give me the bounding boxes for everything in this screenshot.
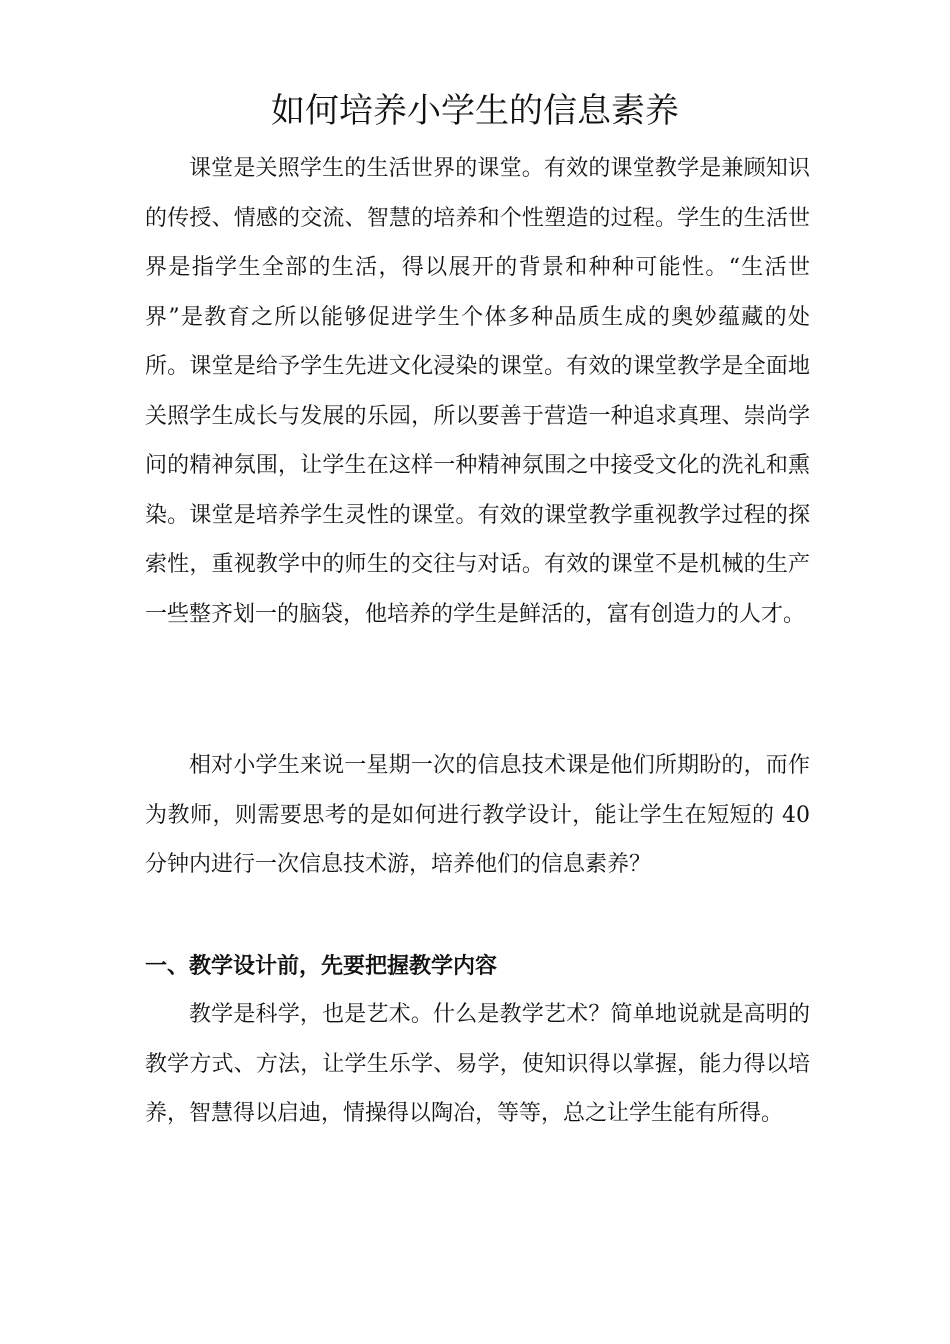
body-paragraph: 相对小学生来说一星期一次的信息技术课是他们所期盼的，而作为教师，则需要思考的是如何进行教学设计，能让学生在短短的 40 分钟内进行一次信息技术游，培养他们的信息素养？ (145, 753, 810, 877)
body-paragraph: 教学是科学，也是艺术。什么是教学艺术？简单地说就是高明的教学方式、方法，让学生乐学、易学，使知识得以掌握，能力得以培养，智慧得以启迪，情操得以陶冶，等等，总之让学生能有所得。 (145, 1002, 810, 1126)
document-title: 如何培养小学生的信息素养 (271, 91, 679, 131)
section-heading: 一、教学设计前，先要把握教学内容 (145, 954, 498, 979)
body-paragraph: 课堂是关照学生的生活世界的课堂。有效的课堂教学是兼顾知识的传授、情感的交流、智慧的培养和个性塑造的过程。学生的生活世界是指学生全部的生活，得以展开的背景和种种可能性。“生活世界”是教育之所以能够促进学生个体多种品质生成的奥妙蕴藏的处所。课堂是给予学生先进文化浸染的课堂。有效的课堂教学是全面地关照学生成长与发展的乐园，所以要善于营造一种追求真理、崇尚学问的精神氛围，让学生在这样一种精神氛围之中接受文化的洗礼和熏染。课堂是培养学生灵性的课堂。有效的课堂教学重视教学过程的探索性，重视教学中的师生的交往与对话。有效的课堂不是机械的生产一些整齐划一的脑袋，他培养的学生是鲜活的，富有创造力的人才。 (145, 156, 810, 627)
